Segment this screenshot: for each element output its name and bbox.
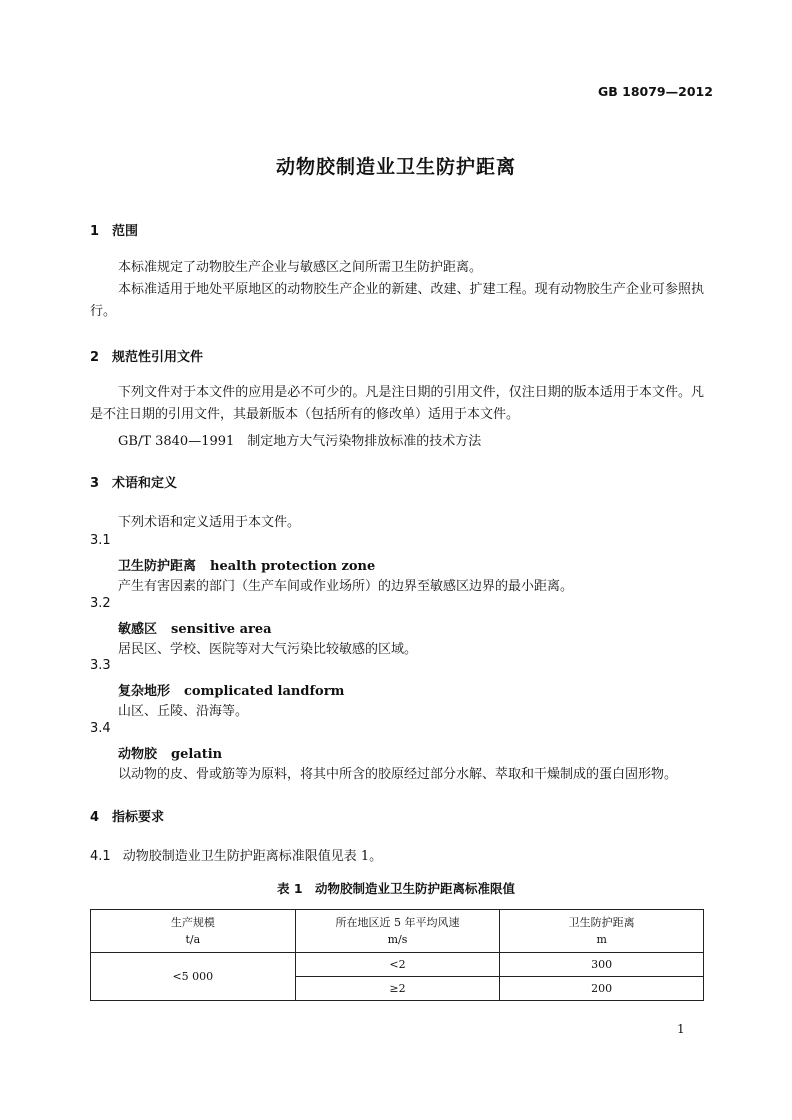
document-title: 动物胶制造业卫生防护距离 [275, 156, 516, 178]
term-en: gelatin [171, 747, 223, 762]
table-header-row [91, 910, 704, 953]
term-number: 3.1 [90, 533, 111, 548]
normative-reference: GB/T 3840—1991 制定地方大气污染物排放标准的技术方法 [118, 434, 482, 449]
section-number: 4 [90, 810, 100, 825]
term-definition: 山区、丘陵、沿海等。 [118, 704, 249, 719]
section-title: 指标要求 [112, 810, 165, 825]
term-en: health protection zone [210, 559, 376, 574]
section-3-heading [90, 472, 177, 491]
header-distance: 卫生防护距离 m [500, 910, 704, 953]
header-wind: 所在地区近 5 年平均风速 m/s [295, 910, 500, 953]
terms-intro: 下列术语和定义适用于本文件。 [118, 515, 301, 530]
term-number: 3.2 [90, 596, 111, 611]
term-heading [118, 743, 222, 762]
term-number: 3.3 [90, 658, 111, 673]
clause-number: 4.1 [90, 849, 111, 864]
section-4-heading [90, 806, 164, 825]
standard-number: GB 18079—2012 [598, 84, 713, 99]
term-zh: 卫生防护距离 [118, 559, 197, 574]
page-number: 1 [677, 1022, 685, 1036]
cell-wind: <2 [295, 953, 500, 977]
term-zh: 动物胶 [118, 747, 158, 762]
section-number: 1 [90, 224, 100, 239]
clause-text: 动物胶制造业卫生防护距离标准限值见表 1。 [122, 849, 383, 864]
section-title: 术语和定义 [112, 476, 178, 491]
header-scale: 生产规模 t/a [91, 910, 296, 953]
cell-wind: ≥2 [295, 977, 500, 1001]
term-heading [118, 618, 272, 637]
clause-4-1 [90, 845, 382, 864]
term-heading [118, 680, 344, 699]
section-title: 范围 [112, 224, 139, 239]
term-zh: 复杂地形 [118, 684, 171, 699]
table-caption: 表 1 动物胶制造业卫生防护距离标准限值 [276, 881, 516, 896]
term-number: 3.4 [90, 721, 111, 736]
section-1-para-2: 本标准适用于地处平原地区的动物胶生产企业的新建、改建、扩建工程。现有动物胶生产企业可参照执行。 [90, 282, 704, 319]
section-1-para-1: 本标准规定了动物胶生产企业与敏感区之间所需卫生防护距离。 [118, 260, 483, 275]
cell-scale: <5 000 [91, 953, 296, 1001]
table-row [91, 953, 704, 977]
section-title: 规范性引用文件 [112, 350, 204, 365]
section-2-para-1: 下列文件对于本文件的应用是必不可少的。凡是注日期的引用文件，仅注日期的版本适用于本文件。凡是不注日期的引用文件，其最新版本（包括所有的修改单）适用于本文件。 [90, 385, 704, 422]
section-number: 2 [90, 350, 100, 365]
term-definition: 居民区、学校、医院等对大气污染比较敏感的区域。 [118, 642, 418, 657]
term-zh: 敏感区 [118, 622, 158, 637]
term-definition: 以动物的皮、骨或筋等为原料，将其中所含的胶原经过部分水解、萃取和干燥制成的蛋白固形物。 [118, 767, 678, 782]
cell-distance: 300 [500, 953, 704, 977]
term-en: complicated landform [184, 684, 345, 699]
limits-table [90, 909, 704, 1001]
term-definition: 产生有害因素的部门（生产车间或作业场所）的边界至敏感区边界的最小距离。 [118, 579, 574, 594]
cell-distance: 200 [500, 977, 704, 1001]
section-2-heading [90, 346, 203, 365]
section-number: 3 [90, 476, 100, 491]
section-1-heading [90, 220, 138, 239]
term-heading [118, 555, 375, 574]
term-en: sensitive area [171, 622, 272, 637]
